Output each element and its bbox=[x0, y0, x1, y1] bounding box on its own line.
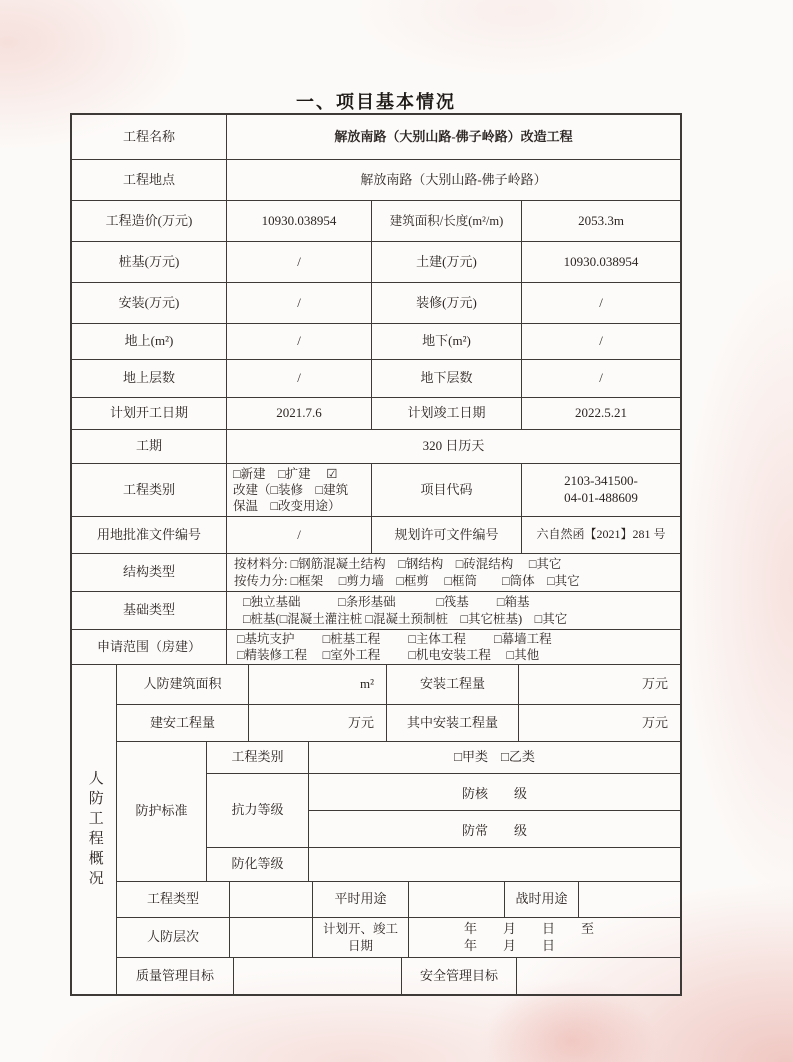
cd-project-type-label: 工程类型 bbox=[117, 882, 230, 917]
below-ground-area-label: 地下(m²) bbox=[372, 324, 522, 359]
row-floors bbox=[72, 360, 680, 398]
project-name-value: 解放南路（大别山路-佛子岭路）改造工程 bbox=[334, 128, 573, 144]
row-pile-civilwork bbox=[72, 242, 680, 283]
project-code-line2: 04-01-488609 bbox=[564, 490, 638, 505]
resistance-grade-label: 抗力等级 bbox=[207, 774, 309, 847]
row-duration bbox=[72, 430, 680, 464]
protection-standard-rows bbox=[207, 742, 680, 881]
foundation-type-label: 基础类型 bbox=[72, 592, 227, 629]
peacetime-use-value bbox=[409, 882, 505, 917]
foundation-options-line2: □桩基(□混凝土灌注桩 □混凝土预制桩 □其它桩基) □其它 bbox=[243, 611, 568, 626]
resistance-conventional-value: 防常 级 bbox=[461, 822, 527, 838]
row-cd-build-amount bbox=[117, 705, 680, 742]
cd-levels-value bbox=[230, 918, 313, 957]
wartime-use-label: 战时用途 bbox=[505, 882, 579, 917]
peacetime-use-label: 平时用途 bbox=[313, 882, 409, 917]
plan-finish-date-label: 计划竣工日期 bbox=[372, 398, 522, 429]
cd-build-amount-unit: 万元 bbox=[249, 705, 387, 741]
row-cd-area bbox=[117, 665, 680, 705]
protection-type-options: □甲类 □乙类 bbox=[454, 749, 535, 765]
row-install-decorate bbox=[72, 283, 680, 324]
category-option-line2: 改建（□装修 □建筑 bbox=[233, 482, 349, 497]
project-cost-label: 工程造价(万元) bbox=[72, 201, 227, 241]
land-approval-label: 用地批准文件编号 bbox=[72, 517, 227, 553]
quality-goal-label: 质量管理目标 bbox=[117, 958, 234, 994]
below-floors-value: / bbox=[599, 370, 603, 386]
protection-type-label: 工程类别 bbox=[207, 742, 309, 773]
cd-install-amount-label: 安装工程量 bbox=[387, 665, 519, 704]
cd-plan-dates-label: 计划开、竣工日期 bbox=[313, 918, 409, 957]
civilwork-cost-value: 10930.038954 bbox=[563, 253, 639, 269]
below-ground-area-value: / bbox=[599, 333, 603, 349]
row-structure-type bbox=[72, 554, 680, 592]
row-permits bbox=[72, 517, 680, 554]
project-info-table bbox=[70, 113, 682, 996]
project-code-line1: 2103-341500- bbox=[564, 473, 638, 489]
row-above-below-area bbox=[72, 324, 680, 360]
chemical-grade-label: 防化等级 bbox=[207, 848, 309, 881]
foundation-options-line1: □独立基础 □条形基础 □筏基 □箱基 bbox=[243, 595, 530, 610]
row-cd-levels bbox=[117, 918, 680, 958]
row-category-code bbox=[72, 464, 680, 517]
duration-label: 工期 bbox=[72, 430, 227, 463]
application-scope-options bbox=[227, 630, 680, 664]
plan-finish-date-value: 2022.5.21 bbox=[575, 405, 627, 421]
chemical-grade-value bbox=[309, 848, 680, 881]
quality-goal-value bbox=[234, 958, 402, 994]
building-area-value: 2053.3m bbox=[578, 212, 624, 228]
land-approval-value: / bbox=[227, 517, 372, 553]
project-code-label: 项目代码 bbox=[372, 464, 522, 516]
cd-plan-dates-value bbox=[409, 918, 680, 957]
row-foundation-type bbox=[72, 592, 680, 630]
duration-value: 320 日历天 bbox=[422, 438, 485, 454]
civil-defense-side-label: 人防工程概况 bbox=[72, 665, 117, 994]
page-title: 一、项目基本情况 bbox=[296, 92, 456, 112]
civil-defense-body bbox=[117, 665, 680, 994]
building-area-label: 建筑面积/长度(m²/m) bbox=[372, 201, 522, 241]
civil-defense-section bbox=[72, 665, 680, 994]
foundation-type-options bbox=[227, 592, 680, 629]
cd-sub-install-unit: 万元 bbox=[641, 714, 668, 730]
project-location-value: 解放南路（大别山路-佛子岭路） bbox=[360, 171, 547, 187]
cd-project-type-value bbox=[230, 882, 313, 917]
cd-building-area-label: 人防建筑面积 bbox=[117, 665, 249, 704]
resistance-grade-values bbox=[309, 774, 680, 847]
application-scope-label: 申请范围（房建） bbox=[72, 630, 227, 664]
project-category-options bbox=[227, 464, 372, 516]
cd-plan-dates-line1: 年 月 日 至 bbox=[464, 920, 595, 936]
protection-standard-label: 防护标准 bbox=[117, 742, 207, 881]
row-chemical-grade bbox=[207, 848, 680, 881]
plan-start-date-value: 2021.7.6 bbox=[227, 398, 372, 429]
row-protection-type bbox=[207, 742, 680, 774]
project-cost-value: 10930.038954 bbox=[227, 201, 372, 241]
install-cost-value: / bbox=[227, 283, 372, 323]
planning-permit-label: 规划许可文件编号 bbox=[372, 517, 522, 553]
plan-start-date-label: 计划开工日期 bbox=[72, 398, 227, 429]
cd-sub-install-label: 其中安装工程量 bbox=[387, 705, 519, 741]
row-project-name bbox=[72, 115, 680, 160]
below-floors-label: 地下层数 bbox=[372, 360, 522, 397]
cd-levels-label: 人防层次 bbox=[117, 918, 230, 957]
row-cost-area bbox=[72, 201, 680, 242]
project-location-label: 工程地点 bbox=[72, 160, 227, 200]
row-protection-standard bbox=[117, 742, 680, 882]
cd-build-amount-label: 建安工程量 bbox=[117, 705, 249, 741]
project-category-label: 工程类别 bbox=[72, 464, 227, 516]
row-project-location bbox=[72, 160, 680, 201]
structure-by-force-line: 按传力分: □框架 □剪力墙 □框剪 □框筒 □筒体 □其它 bbox=[234, 573, 580, 588]
cd-plan-dates-line2: 年 月 日 bbox=[464, 937, 556, 953]
safety-goal-label: 安全管理目标 bbox=[402, 958, 517, 994]
pile-cost-label: 桩基(万元) bbox=[72, 242, 227, 282]
row-application-scope bbox=[72, 630, 680, 665]
row-plan-dates bbox=[72, 398, 680, 430]
above-ground-area-label: 地上(m²) bbox=[72, 324, 227, 359]
cd-install-amount-unit: 万元 bbox=[641, 676, 668, 692]
scope-options-line1: □基坑支护 □桩基工程 □主体工程 □幕墙工程 bbox=[237, 631, 552, 646]
safety-goal-value bbox=[517, 958, 680, 994]
above-floors-label: 地上层数 bbox=[72, 360, 227, 397]
civilwork-cost-label: 土建(万元) bbox=[372, 242, 522, 282]
resistance-nuclear-value: 防核 级 bbox=[309, 774, 680, 811]
above-floors-value: / bbox=[227, 360, 372, 397]
project-code-value bbox=[522, 464, 680, 516]
row-cd-project-type bbox=[117, 882, 680, 918]
wartime-use-value bbox=[579, 882, 680, 917]
pile-cost-value: / bbox=[227, 242, 372, 282]
planning-permit-value: 六自然函【2021】281 号 bbox=[536, 527, 666, 542]
install-cost-label: 安装(万元) bbox=[72, 283, 227, 323]
category-option-line1: □新建 □扩建 ☑ bbox=[233, 466, 338, 481]
project-name-label: 工程名称 bbox=[72, 115, 227, 159]
scope-options-line2: □精装修工程 □室外工程 □机电安装工程 □其他 bbox=[237, 648, 540, 662]
decorate-cost-value: / bbox=[599, 294, 603, 310]
cd-building-area-unit: m² bbox=[249, 665, 387, 704]
structure-type-options bbox=[227, 554, 680, 591]
structure-by-material-line: 按材料分: □钢筋混凝土结构 □钢结构 □砖混结构 □其它 bbox=[234, 557, 562, 572]
structure-type-label: 结构类型 bbox=[72, 554, 227, 591]
row-management-goals bbox=[117, 958, 680, 994]
row-resistance-grade bbox=[207, 774, 680, 848]
decorate-cost-label: 装修(万元) bbox=[372, 283, 522, 323]
category-option-line3: 保温 □改变用途） bbox=[233, 499, 341, 514]
above-ground-area-value: / bbox=[227, 324, 372, 359]
